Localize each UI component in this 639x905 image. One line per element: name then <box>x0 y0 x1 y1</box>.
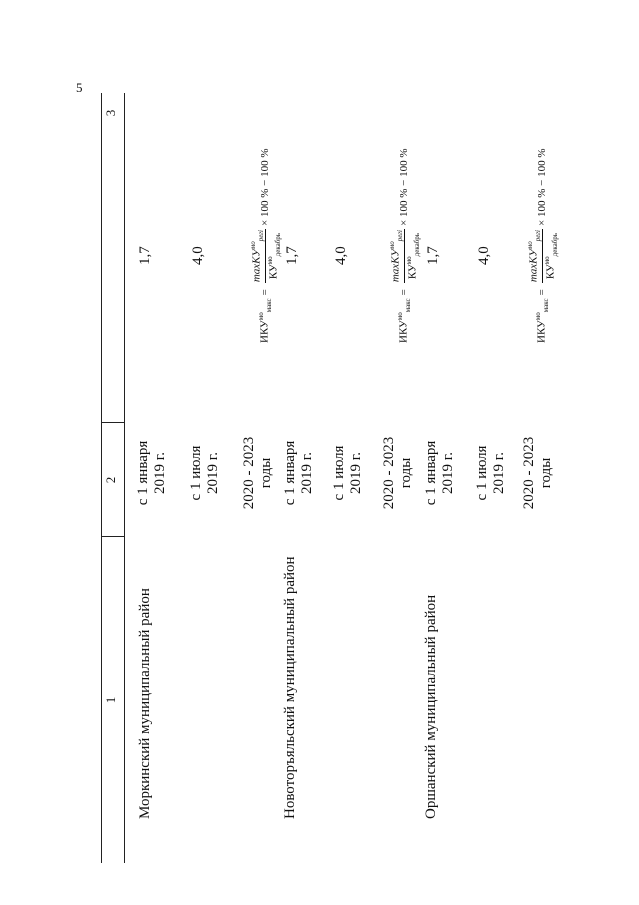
formula-denominator: $КУ^{мо}_{декабрь}$ <box>404 233 421 280</box>
formula-tail: × 100 % − 100 % <box>398 148 411 226</box>
period-line: 2019 г. <box>440 452 456 494</box>
value-cell: 1,7 <box>425 246 441 265</box>
column-header-2: 2 <box>103 476 118 484</box>
column-header-1: 1 <box>103 696 118 704</box>
period-line: с 1 июля <box>474 445 490 501</box>
formula-lhs: $ИКУ^{мо}_{макс}$ <box>396 298 413 343</box>
period-line: 2020 - 2023 <box>521 436 537 510</box>
period-cell <box>423 428 457 518</box>
formula-tail: × 100 % − 100 % <box>536 148 549 226</box>
period-line: годы <box>538 457 554 489</box>
formula-numerator: maxКУ$^{мо}_{регi}$ <box>388 230 404 283</box>
period-line: 2019 г. <box>348 452 364 494</box>
formula-denominator: $КУ^{мо}_{декабрь}$ <box>265 233 282 280</box>
table-header-rule <box>124 93 125 863</box>
period-cell <box>381 428 415 518</box>
period-cell <box>282 428 316 518</box>
value-cell: 4,0 <box>333 246 349 265</box>
formula <box>526 149 559 343</box>
formula-fraction <box>526 229 559 283</box>
formula <box>388 149 421 343</box>
period-line: с 1 января <box>282 440 298 506</box>
value-cell: 1,7 <box>284 246 300 265</box>
district-name: Моркинский муниципальный район <box>137 588 153 819</box>
period-line: годы <box>398 457 414 489</box>
page-number: 5 <box>76 80 83 95</box>
formula-numerator: maxКУ$^{мо}_{регi}$ <box>249 230 265 283</box>
district-name: Новоторъяльский муниципальный район <box>282 556 298 819</box>
period-line: 2020 - 2023 <box>381 436 397 510</box>
formula-eq: = <box>259 289 272 296</box>
formula-numerator: maxКУ$^{мо}_{регi}$ <box>526 230 542 283</box>
period-line: с 1 июля <box>188 445 204 501</box>
period-line: 2019 г. <box>491 452 507 494</box>
period-cell <box>241 428 275 518</box>
period-line: с 1 января <box>135 440 151 506</box>
column-header-3: 3 <box>103 109 118 117</box>
district-name: Оршанский муниципальный район <box>423 594 439 819</box>
formula-lhs: $ИКУ^{мо}_{макс}$ <box>534 298 551 343</box>
formula-eq: = <box>398 289 411 296</box>
period-line: годы <box>258 457 274 489</box>
rotated-table <box>101 93 559 863</box>
period-line: с 1 января <box>423 440 439 506</box>
period-cell <box>135 428 169 518</box>
period-line: 2020 - 2023 <box>241 436 257 510</box>
column-divider-1 <box>101 536 124 537</box>
period-cell <box>474 428 508 518</box>
period-cell <box>188 428 222 518</box>
formula-fraction <box>249 229 282 283</box>
formula-eq: = <box>536 289 549 296</box>
period-line: 2019 г. <box>205 452 221 494</box>
period-line: 2019 г. <box>299 452 315 494</box>
period-cell <box>521 428 555 518</box>
formula-denominator: $КУ^{мо}_{декабрь}$ <box>542 233 559 280</box>
formula <box>249 149 282 343</box>
value-cell: 4,0 <box>190 246 206 265</box>
period-cell <box>331 428 365 518</box>
value-cell: 1,7 <box>137 246 153 265</box>
column-divider-2 <box>101 422 124 423</box>
value-cell: 4,0 <box>476 246 492 265</box>
formula-lhs: $ИКУ^{мо}_{макс}$ <box>257 298 274 343</box>
period-line: с 1 июля <box>331 445 347 501</box>
table-top-rule <box>101 93 102 863</box>
period-line: 2019 г. <box>152 452 168 494</box>
formula-fraction <box>388 229 421 283</box>
formula-tail: × 100 % − 100 % <box>259 148 272 226</box>
